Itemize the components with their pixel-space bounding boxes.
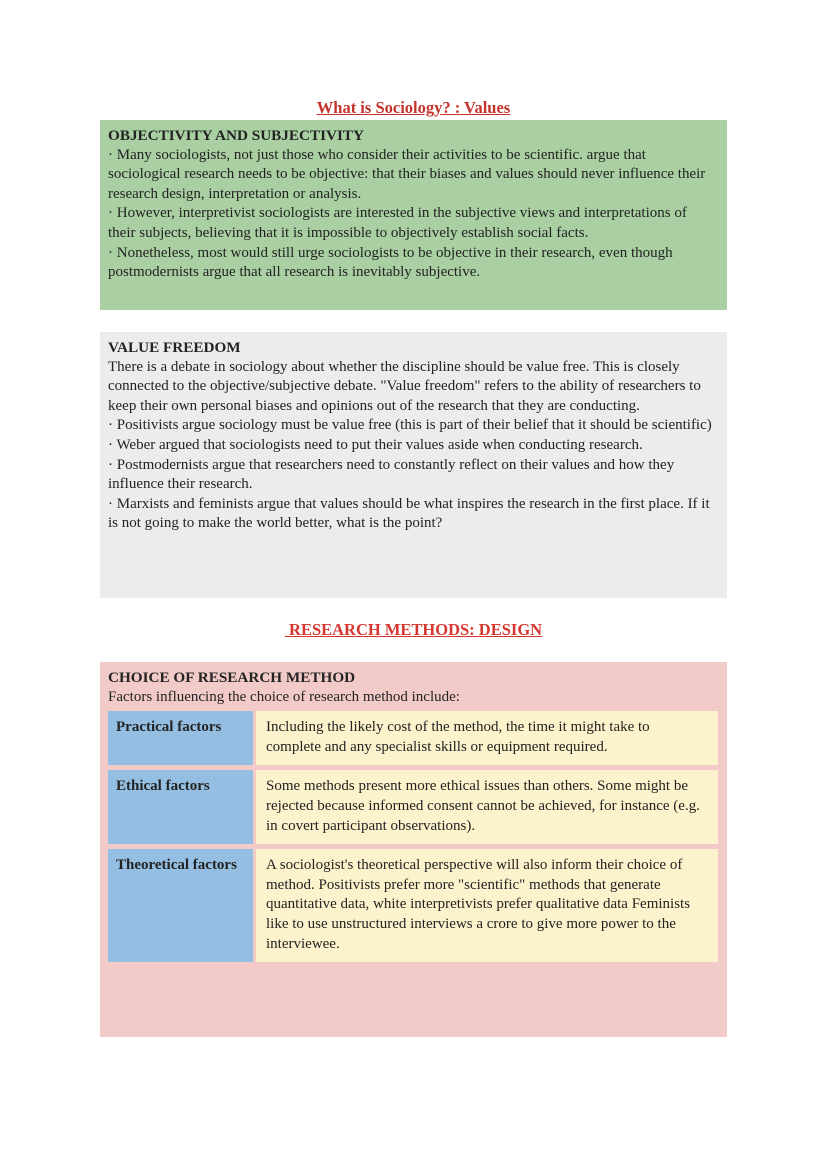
table-row [108, 711, 718, 765]
bullet-point: · Weber argued that sociologists need to put their values aside when conducting research. [108, 436, 643, 453]
bullet-point: · Positivists argue sociology must be value free (this is part of their belief that it should be scientific) [108, 417, 712, 434]
factor-description-cell: Including the likely cost of the method, the time it might take to complete and any specialist skills or equipment required. [256, 711, 718, 765]
table-row [108, 849, 718, 962]
section-choice-of-method [100, 662, 727, 1037]
factor-name-cell: Theoretical factors [108, 849, 253, 962]
objectivity-heading: OBJECTIVITY AND SUBJECTIVITY [108, 127, 364, 144]
table-row [108, 770, 718, 844]
page-title-values: What is Sociology? : Values [316, 98, 511, 117]
factor-description-cell: Some methods present more ethical issues than others. Some might be rejected because informed consent cannot be achieved, for instance (e.g. in covert participant observations). [256, 770, 718, 844]
bullet-point: · Marxists and feminists argue that values should be what inspires the research in the first place. If it is not going to make the world better, what is the point? [108, 495, 710, 532]
factors-table [108, 711, 718, 962]
bullet-point: · Nonetheless, most would still urge sociologists to be objective in their research, even though postmodernists argue that all research is inevitably subjective. [108, 244, 673, 281]
factor-description-cell: A sociologist's theoretical perspective will also inform their choice of method. Positivists prefer more "scientific" methods that generate quantitative data, white interpretivists prefer qualitative data Feminists like to use unstructured interviews a crore to give more power to the interviewee. [256, 849, 718, 962]
choice-intro: Factors influencing the choice of research method include: [108, 688, 460, 705]
value-freedom-heading: VALUE FREEDOM [108, 339, 241, 356]
bullet-point: · Many sociologists, not just those who consider their activities to be scientific. argue that sociological research needs to be objective: that their biases and values should never influence their research design, interpretation or analysis. [108, 146, 706, 202]
page-title-research-methods: RESEARCH METHODS: DESIGN [284, 620, 543, 639]
bullet-point: · However, interpretivist sociologists are interested in the subjective views and interpretations of their subjects, believing that it is impossible to objectively establish social facts. [108, 205, 687, 241]
section-value-freedom [100, 332, 727, 598]
value-freedom-intro: There is a debate in sociology about whether the discipline should be value free. This is closely connected to the objective/subjective debate. "Value freedom" refers to the ability of researchers to keep their own personal biases and opinions out of the research that they are conducting. [108, 358, 701, 414]
section-objectivity [100, 120, 727, 310]
factor-name-cell: Ethical factors [108, 770, 253, 844]
bullet-point: · Postmodernists argue that researchers need to constantly reflect on their values and how they influence their research. [108, 456, 675, 493]
choice-heading: CHOICE OF RESEARCH METHOD [108, 669, 356, 686]
factor-name-cell: Practical factors [108, 711, 253, 765]
